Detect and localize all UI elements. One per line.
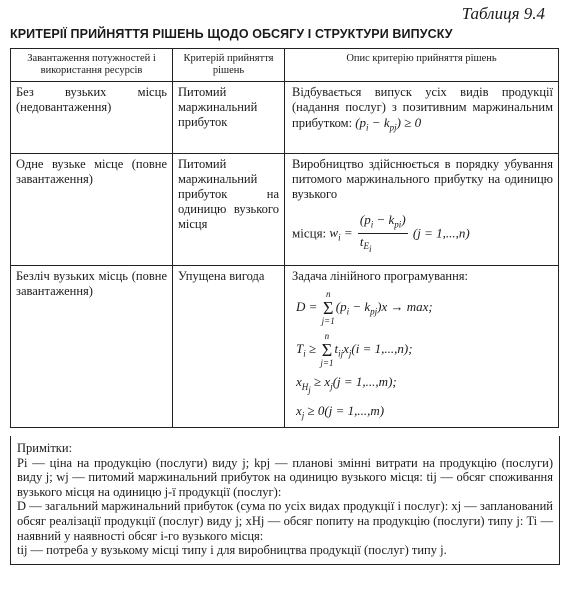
load-cell: Без вузьких місць (недовантаження) (11, 82, 173, 154)
column-header: Завантаження потужностей і використання ресурсів (11, 49, 173, 82)
description-text: Відбувається випуск усіх видів продукції (надання послуг) з позитивним маржинальним прибутком: (292, 85, 553, 130)
criterion-cell: Упущена вигода (173, 266, 285, 428)
column-header: Опис критерію прийняття рішень (285, 49, 559, 82)
note-line: D — загальний маржинальний прибуток (сума по усіх видах продукції і послуг): xj — запланований обсяг реалізації продукції (послуг) виду j; xHj — обсяг попиту на продукцію (послуги) типу j: Ti — наявний у наявності обсяг i-го вузького місця: (17, 499, 553, 543)
description-text: Задача лінійного програмування: (292, 269, 469, 283)
load-cell: Одне вузьке місце (повне завантаження) (11, 154, 173, 266)
description-cell (285, 154, 559, 266)
table-title: КРИТЕРІЇ ПРИЙНЯТТЯ РІШЕНЬ ЩОДО ОБСЯГУ І СТРУКТУРИ ВИПУСКУ (10, 27, 453, 41)
table-caption: Таблиця 9.4 (461, 4, 545, 23)
notes-heading: Примітки: (17, 441, 73, 455)
note-line: tij — потреба у вузькому місці типу і для виробництва продукції (послуг) типу j. (17, 543, 447, 558)
column-header: Критерій прийняття рішень (173, 49, 285, 82)
criterion-cell: Питомий маржинальний прибуток на одиницю вузького місця (173, 154, 285, 266)
table-row (11, 82, 559, 154)
formula-objective: D = n Σ $j=1(p_i - k_{pj})x \to \max$; (296, 289, 433, 326)
table-header-row (11, 49, 559, 82)
description-cell (285, 266, 559, 428)
formula-constraint-nonneg: $x_j \ge 0(j = 1,...,m)$ (296, 403, 385, 421)
formula-constraint-demand: $x_{H_j} \ge x_j(j = 1,...,m)$; (296, 374, 397, 395)
note-line: Pi — ціна на продукцію (послуги) виду j; kpj — планові змінні витрати на продукцію (послуги) виду j; wj — питомий маржинальний прибуток на одиницю вузького місця: tij — обсяг споживання вузького місця на одиницю j-ї продукції (послуг): (17, 455, 553, 499)
formula-constraint-capacity: $T_i \ge n$ Σ $j=1t_{ij}x_j(i = 1,...,n)$; (296, 331, 413, 368)
table-row (11, 154, 559, 266)
formula-prefix: місця: (292, 225, 327, 241)
description-text: Виробництво здійснюється в порядку убування питомого маржинального прибутку на одиницю вузького (292, 157, 553, 201)
criterion-cell: Питомий маржинальний прибуток (173, 82, 285, 154)
criteria-table (10, 48, 559, 428)
table-row (11, 266, 559, 428)
formula-positive-margin: $(p_i - k_{pj}) \ge 0$ (355, 115, 422, 133)
description-cell (285, 82, 559, 154)
notes-block (10, 436, 560, 565)
formula-unit-margin: місця: $w_i$ = $\frac{(p_i - k_{pi})}{t_{E_i}}$ (j = 1,...,n) (292, 212, 470, 254)
load-cell: Безліч вузьких місць (повне завантаження) (11, 266, 173, 428)
